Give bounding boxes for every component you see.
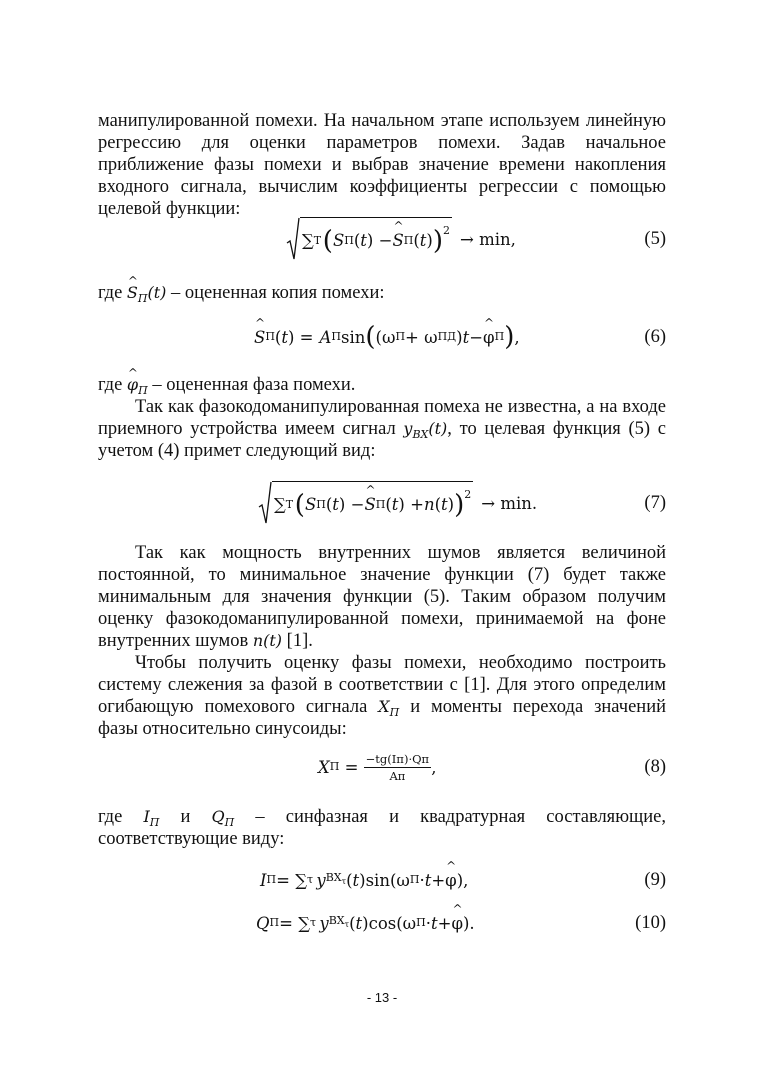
equation-10-body: Q П = ∑ τ y $ВХ_\tau$ ( t )cos(ω П · t + φ ^ ). [256,903,475,943]
paragraph-phase-tracking-a: Чтобы получить оценку фазы помехи, необходимо построить систему слежения за фазой в соответствии с [1]. Для этого определим огибающую помехового сигнала [98,653,666,717]
paragraph-phase-tracking [98,652,666,740]
equation-9 [98,860,666,900]
equation-7-tail: → min. [481,493,538,513]
equation-7-body [258,483,537,523]
fraction [364,752,432,783]
equation-9-body: I П = ∑ τ y $ВХ_\tau$ ( t )sin(ω П · t + φ ^ ), [260,860,468,900]
equation-5 [98,219,666,259]
inline-math-s-hat: S $\^{}_П(t)$ [127,283,166,302]
paragraph-phase-tracking-b: и моменты перехода значений фазы относительно синусоиды: [98,697,666,739]
paragraph-estimated-copy [98,282,666,304]
inline-math-i: $I_П$ [143,807,160,830]
equation-8 [98,747,666,787]
equation-10 [98,903,666,943]
paragraph-noise-power-a: Так как мощность внутренних шумов является величиной постоянной, то минимальное значение функции (7) будет также минимальным для значения функции (5). Таким образом получим оценку фазокодоманипулированной помехи, принимаемой на фоне внутренних шумов [98,543,666,651]
equation-6-number: (6) [644,327,666,347]
paragraph-components-a: где [98,807,144,827]
equation-10-number: (10) [635,913,666,933]
page-number: - 13 - [366,990,398,1005]
paragraph-noise-power [98,542,666,652]
fraction-numerator: −tg(Iп)·Qп [365,751,430,766]
paragraph-components [98,806,666,850]
paragraph-estimated-phase-suffix: – оцененная фаза помехи. [147,375,356,395]
paragraph-intro [98,110,666,220]
equation-7-number: (7) [644,493,666,513]
paragraph-objective-function-a: Так как фазокодоманипулированная помеха не известна, а на входе приемного устройства имеем сигнал [98,397,666,439]
equation-5-body [286,219,516,259]
equation-8-body: X П = $\frac{-tg(Iп)\cdot Qп}{Aп}$ , [318,751,437,783]
equation-5-number: (5) [644,229,666,249]
inline-math-n: n(t) [252,631,283,650]
equation-9-number: (9) [644,870,666,890]
equation-8-number: (8) [644,757,666,777]
paragraph-intro-text: манипулированной помехи. На начальном этапе используем линейную регрессию для оценки параметров помехи. Задав начальное приближение фазы помехи и выбрав значение времени накопления входного сигнала, вычислим коэффициенты регрессии с помощью целевой функции: [98,111,666,219]
inline-math-phi-hat: φ $\^{}_П$ [127,375,148,394]
inline-math-x: $X_П$ [378,697,400,720]
paragraph-estimated-phase [98,374,666,396]
inline-math-q: $Q_П$ [211,807,235,830]
paragraph-objective-function-b: , то целевая функция (5) с учетом (4) примет следующий вид: [98,419,666,461]
paragraph-estimated-copy-prefix: где [98,283,127,303]
sqrt-sign: ∑ T ( S П ( t ) − S ^ П ( t ) ) $^2$ [286,217,452,261]
inline-math-y-in: $y_{ВХ}(t)$ [403,419,448,442]
paragraph-components-b: и [159,807,212,827]
paragraph-noise-power-b: [1]. [282,631,313,651]
equation-7 [98,483,666,523]
paragraph-components-c: – синфазная и квадратурная составляющие, соответствующие виду: [98,807,666,849]
paragraph-estimated-copy-suffix: – оцененная копия помехи: [166,283,385,303]
fraction-denominator: Aп [389,768,406,783]
equation-6 [98,317,666,357]
equation-5-tail: → min, [460,229,516,249]
paragraph-estimated-phase-prefix: где [98,375,127,395]
paragraph-objective-function [98,396,666,462]
sqrt-sign: ∑ T ( S П ( t ) − S ^ П ( t ) + n ( t ) ) $^2$ [258,481,473,525]
equation-6-body: S ^ П ( t ) = A П sin ( (ω П + ω ПД ) t − φ ^ П ) , [254,317,520,357]
